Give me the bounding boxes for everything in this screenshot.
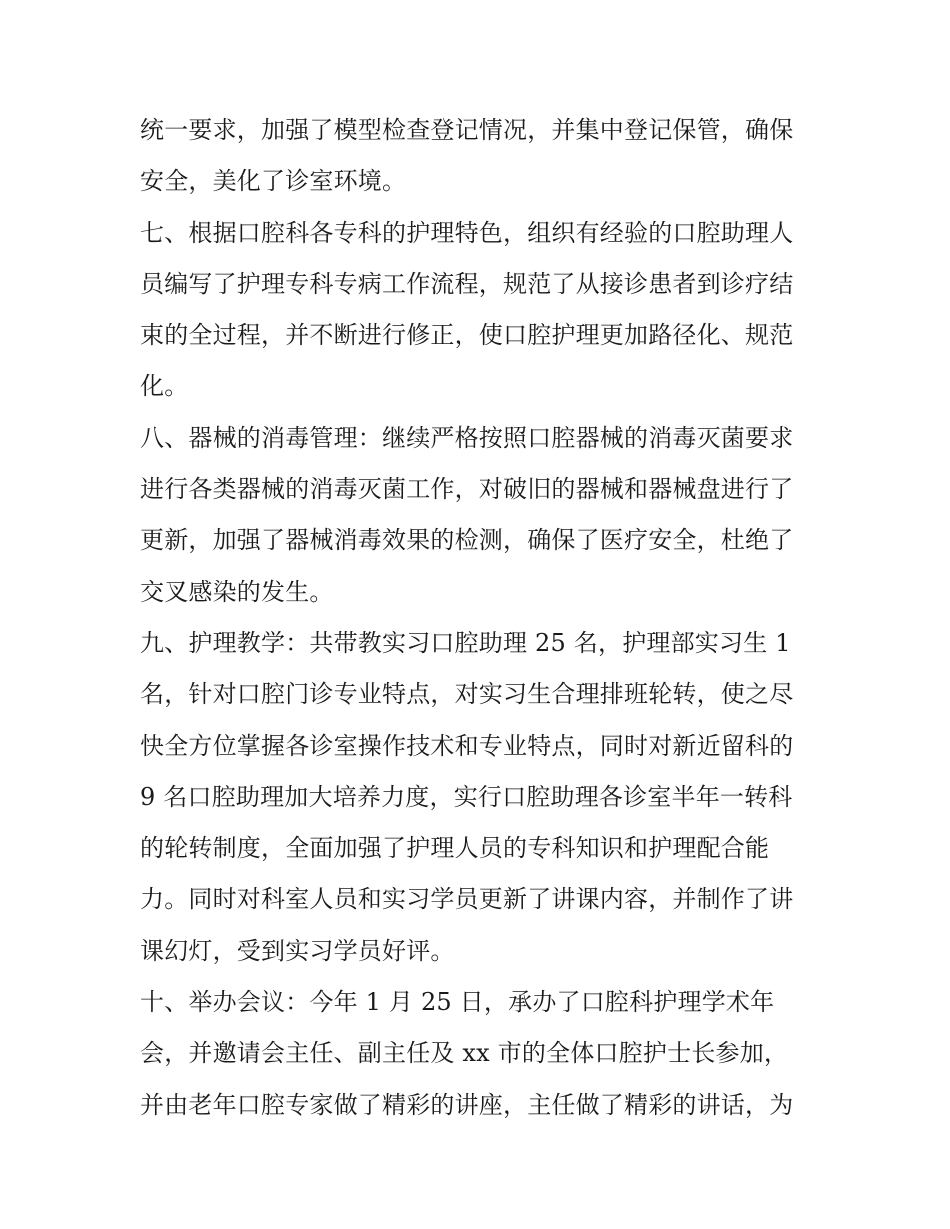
document-page xyxy=(140,105,820,1131)
text-line: 9 名口腔助理加大培养力度，实行口腔助理各诊室半年一转科 xyxy=(140,782,793,811)
text-line: 统一要求，加强了模型检查登记情况，并集中登记保管，确保 xyxy=(140,116,794,144)
text-line: 员编写了护理专科专病工作流程，规范了从接诊患者到诊疗结 xyxy=(140,269,794,298)
text-line: 课幻灯，受到实习学员好评。 xyxy=(140,936,455,965)
text-line: 名，针对口腔门诊专业特点，对实习生合理排班轮转，使之尽 xyxy=(140,680,794,709)
text-line: 安全，美化了诊室环境。 xyxy=(140,167,407,196)
text-line: 会，并邀请会主任、副主任及 xx 市的全体口腔护士长参加， xyxy=(140,1039,789,1068)
text-line: 更新，加强了器械消毒效果的检测，确保了医疗安全，杜绝了 xyxy=(140,526,794,555)
text-line: 并由老年口腔专家做了精彩的讲座，主任做了精彩的讲话，为 xyxy=(140,1090,794,1119)
text-line: 束的全过程，并不断进行修正，使口腔护理更加路径化、规范 xyxy=(140,321,794,350)
text-line: 化。 xyxy=(140,372,189,401)
text-line: 八、器械的消毒管理：继续严格按照口腔器械的消毒灭菌要求 xyxy=(140,423,794,452)
text-line: 力。同时对科室人员和实习学员更新了讲课内容，并制作了讲 xyxy=(140,885,794,914)
text-line: 十、举办会议：今年 1 月 25 日，承办了口腔科护理学术年 xyxy=(140,988,775,1017)
text-line: 的轮转制度，全面加强了护理人员的专科知识和护理配合能 xyxy=(140,834,770,863)
text-line: 七、根据口腔科各专科的护理特色，组织有经验的口腔助理人 xyxy=(140,218,794,247)
text-line: 九、护理教学：共带教实习口腔助理 25 名，护理部实习生 1 xyxy=(140,628,791,657)
text-line: 快全方位掌握各诊室操作技术和专业特点，同时对新近留科的 xyxy=(140,731,794,760)
text-line: 进行各类器械的消毒灭菌工作，对破旧的器械和器械盘进行了 xyxy=(140,475,794,504)
text-line: 交叉感染的发生。 xyxy=(140,577,334,606)
